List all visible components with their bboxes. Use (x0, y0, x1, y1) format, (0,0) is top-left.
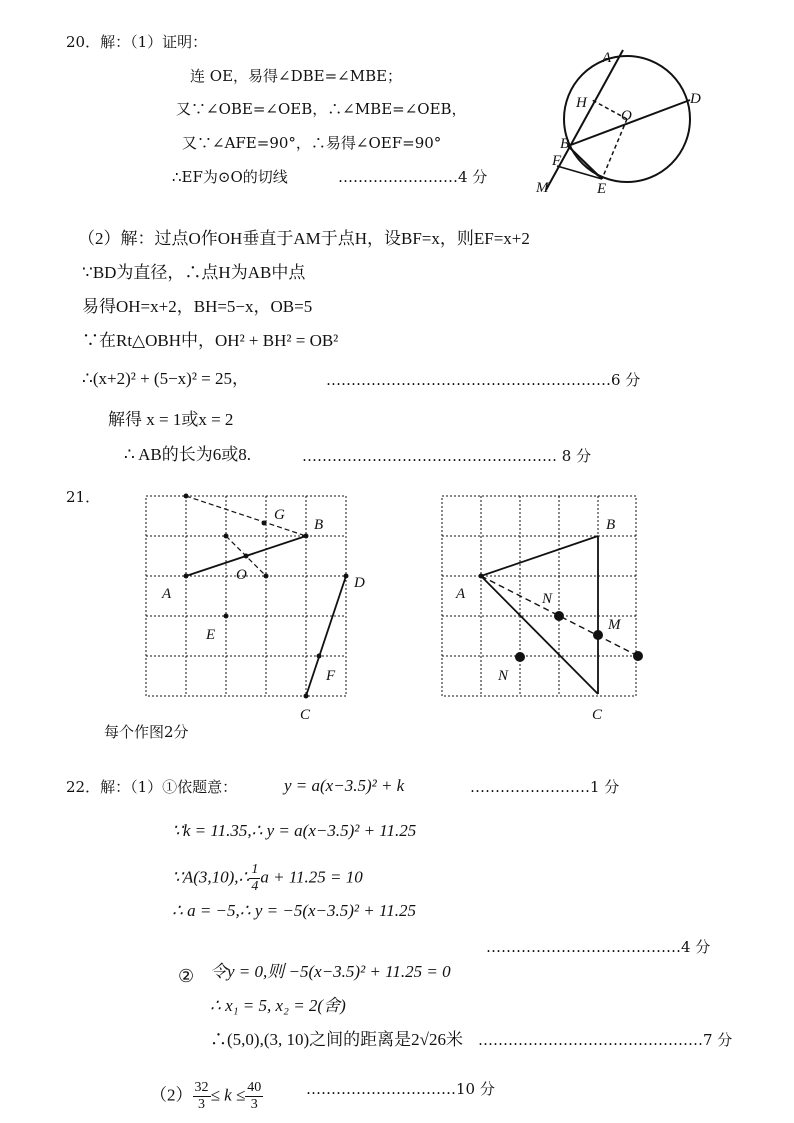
label-d: D (690, 91, 701, 107)
label-d: D (354, 575, 365, 591)
q22-part2-label: （2） (150, 1085, 193, 1105)
q22-equation-6: ∴ x₁ = 5, x₂ = 2(舍) (210, 996, 346, 1015)
q22-equation-4: ∴ a = −5,∴ y = −5(x−3.5)² + 11.25 (172, 901, 416, 920)
q22-eq3-suffix: a + 11.25 = 10 (260, 867, 363, 887)
score-10-points: …………………………10 分 (306, 1080, 495, 1098)
q20-part2-line-7: ∴ AB的长为6或8. (124, 445, 251, 464)
label-e: E (206, 627, 216, 643)
label-a: A (602, 50, 612, 66)
q20-part2-line-4: ∵在Rt△OBH中，OH² + BH² = OB² (82, 331, 339, 350)
label-o: O (236, 567, 247, 583)
q20-line-3: 又∵∠AFE=90°，∴易得∠OEF=90° (182, 134, 442, 152)
q20-part2-line-2: ∵BD为直径，∴点H为AB中点 (82, 263, 306, 282)
segment-be-2 (568, 146, 598, 176)
label-e: E (597, 181, 607, 197)
q20-part2-line-6: 解得 x = 1或x = 2 (108, 410, 234, 429)
fraction-denominator: 4 (251, 879, 259, 894)
fraction-one-quarter (249, 862, 260, 895)
q22-equation-7: ∴(5,0),(3, 10)之间的距离是2√26米 (210, 1030, 463, 1049)
label-m: M (608, 617, 621, 633)
dashed-line-g (186, 496, 306, 536)
label-n-upper: N (542, 591, 553, 607)
score-4-points-q22: …………………………………4 分 (486, 938, 711, 956)
q20-part2-line-1: （2）解：过点O作OH垂直于AM于点H，设BF=x，则EF=x+2 (78, 229, 530, 248)
q22-equation-1: y = a(x−3.5)² + k (284, 776, 405, 795)
label-n-lower: N (498, 668, 509, 684)
fraction-numerator: 40 (247, 1080, 262, 1095)
q20-part2-line-5: ∴(x+2)² + (5−x)² = 25， (82, 369, 250, 388)
label-m: M (536, 180, 549, 196)
score-1-point: ……………………1 分 (470, 778, 620, 796)
q20-line-1: 连 OE，易得∠DBE=∠MBE； (190, 67, 403, 85)
fraction-denominator: 3 (198, 1097, 205, 1112)
circled-two: ② (178, 966, 195, 987)
q21-left-grid-figure (140, 490, 365, 730)
label-a: A (456, 586, 466, 602)
line-am (546, 50, 623, 190)
label-f: F (552, 153, 562, 169)
q22-equation-5: 令y = 0,则 −5(x−3.5)² + 11.25 = 0 (210, 962, 451, 981)
label-o: O (621, 108, 632, 124)
label-h: H (576, 95, 587, 111)
score-6-points: …………………………………………………6 分 (326, 371, 641, 389)
q20-circle-figure (530, 40, 710, 200)
label-a: A (162, 586, 172, 602)
q20-part2-line-3: 易得OH=x+2，BH=5−x，OB=5 (82, 297, 313, 316)
q21-right-grid-figure (434, 490, 674, 730)
fraction-numerator: 1 (251, 862, 259, 877)
q21-note: 每个作图2分 (104, 723, 189, 741)
score-4-points: ……………………4 分 (338, 168, 488, 186)
score-8-points: …………………………………………… 8 分 (302, 447, 592, 465)
fraction-32-thirds (193, 1080, 211, 1113)
q20-line-4: ∴EF为⊙O的切线 (172, 168, 288, 186)
label-g: G (274, 507, 285, 523)
q22-heading: 22．解：（1）①依题意： (66, 778, 238, 796)
label-b: B (560, 136, 570, 152)
label-b: B (606, 517, 616, 533)
label-c: C (300, 707, 311, 723)
q20-line-2: 又∵∠OBE=∠OEB，∴∠MBE=∠OEB， (176, 100, 467, 118)
fraction-40-thirds (245, 1080, 263, 1113)
q22-equation-2: ∵k = 11.35,∴ y = a(x−3.5)² + 11.25 (172, 821, 417, 840)
q22-eq3-prefix: ∵A(3,10),∴ (172, 867, 250, 887)
q21-heading: 21． (66, 488, 101, 506)
label-f: F (326, 668, 336, 684)
fraction-numerator: 32 (194, 1080, 209, 1095)
segment-ab (481, 536, 598, 576)
label-b: B (314, 517, 324, 533)
q22-equation-3 (172, 862, 363, 895)
q22-part2 (150, 1080, 263, 1113)
score-7-points: ………………………………………7 分 (478, 1031, 733, 1049)
inequality-k: ≤ k ≤ (210, 1085, 246, 1105)
q20-heading: 20．解：（1）证明： (66, 33, 208, 51)
fraction-denominator: 3 (250, 1097, 258, 1112)
label-c: C (592, 707, 603, 723)
